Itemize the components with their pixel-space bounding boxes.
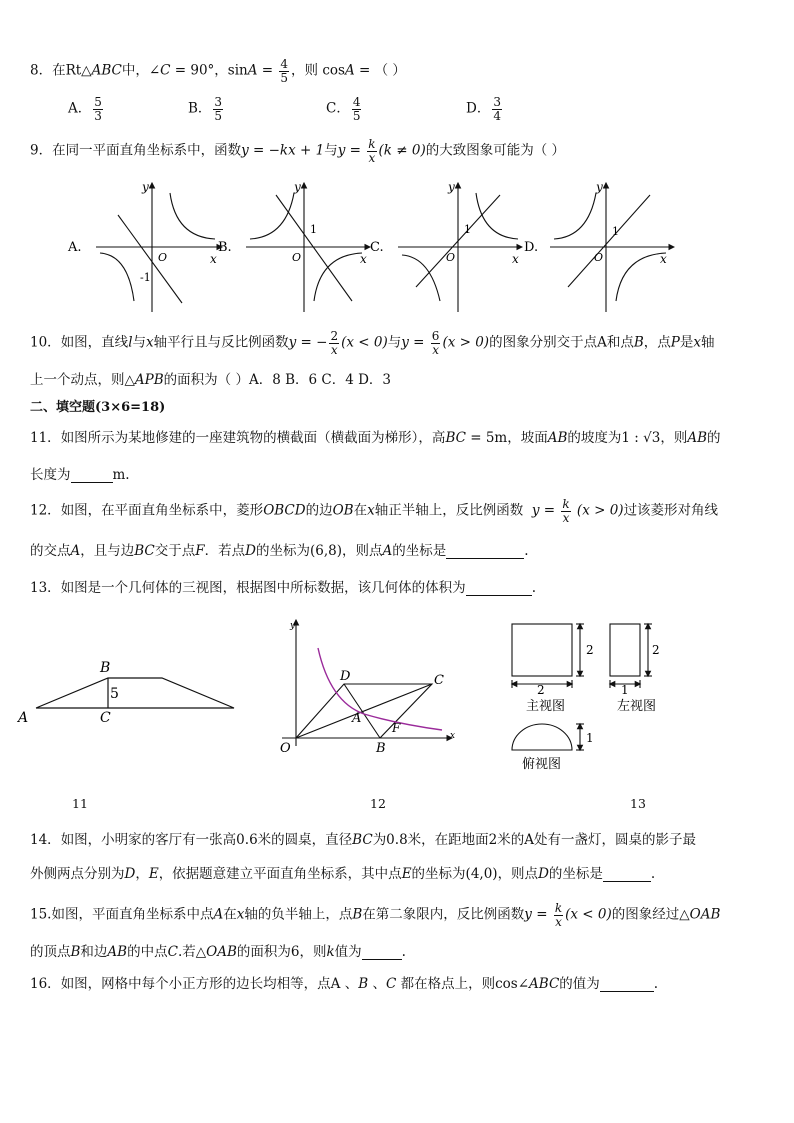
q9-graph-b (246, 183, 370, 312)
answer-blank[interactable] (600, 991, 654, 992)
q14-line2: 外侧两点分别为D，E，依据题意建立平面直角坐标系，其中点E的坐标为(4,0)，则点D的坐标是 . (30, 866, 656, 882)
fig12-axis-y: y (290, 621, 296, 631)
q9-b-axis-x: x (360, 252, 367, 266)
fig13-front-label: 主视图 (526, 699, 566, 714)
fig12-label-d: D (340, 669, 351, 684)
fraction: $\frac{4}{5}$ (280, 57, 289, 85)
q9-graphs (0, 175, 794, 320)
fig13-side-label: 左视图 (617, 699, 657, 714)
q9-label-a: A. (68, 240, 82, 255)
fig12-label-f: F (392, 721, 401, 735)
q9-a-origin: O (158, 251, 168, 264)
section-title: 二、填空题(3×6=18) (30, 400, 166, 415)
q9-a-axis-y: y (142, 180, 149, 194)
q8-option-b: B． $\frac{3}{5}$ (188, 95, 223, 123)
figure-11 (36, 678, 234, 708)
answer-blank[interactable] (362, 959, 402, 960)
q9-label-d: D. (524, 240, 539, 255)
q9-c-origin: O (446, 251, 456, 264)
q9-graph-c (398, 183, 522, 312)
fig11-label-b: B (100, 660, 111, 676)
q9-a-axis-x: x (210, 252, 217, 266)
q8-option-d: D． $\frac{3}{4}$ (466, 95, 501, 123)
q10-line1: 10．如图，直线l与x轴平行且与反比例函数y = − $\frac{2}{x}$ (x < 0)与y = $\frac{6}{x}$ (x > 0)的图象分别交于点A和点B，点P是x轴 (30, 329, 715, 357)
q9-label-b: B. (218, 240, 232, 255)
q9-b-axis-y: y (294, 180, 301, 194)
q8-option-a: A． $\frac{5}{3}$ (68, 95, 102, 123)
q14-line1: 14．如图，小明家的客厅有一张高0.6米的圆桌，直径BC为0.8米，在距地面2米的A处有一盏灯，圆桌的影子最 (30, 832, 696, 848)
fig12-hyperbola (318, 648, 442, 730)
q9-c-axis-y: y (448, 180, 455, 194)
fig11-label-a: A (18, 710, 29, 726)
q11-line2: 长度为 m. (30, 467, 130, 483)
fig12-label-o: O (280, 741, 291, 756)
fig11-height: 5 (110, 686, 119, 702)
fig12-label-b: B (376, 741, 386, 756)
fig13-front-w: 2 (537, 683, 545, 697)
answer-blank[interactable] (466, 595, 532, 596)
q9-a-tick: -1 (140, 271, 151, 284)
figure-13-front (512, 624, 584, 688)
fig11-caption: 11 (72, 796, 88, 811)
fig13-top-label: 俯视图 (522, 757, 562, 772)
q9-b-origin: O (292, 251, 302, 264)
q8-option-c: C． $\frac{4}{5}$ (326, 95, 361, 123)
q15-line1: 15.如图，平面直角坐标系中点A在x轴的负半轴上，点B在第二象限内，反比例函数y = $\frac{k}{x}$ (x < 0)的图象经过△OAB (30, 901, 721, 929)
fig12-label-a: A (352, 711, 362, 726)
q8-stem: 8．在Rt△ABC中，∠C = 90°，sinA = $\frac{4}{5}$ ，则 cosA = （ ） (30, 57, 406, 85)
q9-d-origin: O (594, 251, 604, 264)
q9-label-c: C. (370, 240, 384, 255)
fig13-side-w: 1 (621, 683, 629, 697)
q13-line: 13．如图是一个几何体的三视图，根据图中所标数据，该几何体的体积为 . (30, 580, 536, 596)
q9-c-tick: 1 (464, 223, 471, 236)
figures-row (0, 606, 794, 786)
figure-13-side (610, 624, 652, 688)
q12-line1: 12．如图，在平面直角坐标系中，菱形OBCD的边OB在x轴正半轴上，反比例函数 y = $\frac{k}{x}$ (x > 0)过该菱形对角线 (30, 497, 719, 525)
q9-b-tick: 1 (310, 223, 317, 236)
answer-blank[interactable] (603, 881, 651, 882)
q11-line1: 11．如图所示为某地修建的一座建筑物的横截面（横截面为梯形），高BC = 5m，坡面AB的坡度为1 : √3，则AB的 (30, 430, 721, 446)
fig12-axis-x: x (450, 731, 456, 741)
fig13-side-h: 2 (652, 643, 660, 657)
q16-line: 16．如图，网格中每个小正方形的边长均相等，点A 、B 、C 都在格点上，则cos∠ABC的值为 . (30, 976, 659, 992)
q12-line2: 的交点A，且与边BC交于点F．若点D的坐标为(6,8)，则点A的坐标是 . (30, 543, 529, 559)
answer-blank[interactable] (446, 558, 524, 559)
fig11-label-c: C (100, 710, 111, 726)
q9-d-tick: 1 (612, 225, 619, 238)
fig12-caption: 12 (370, 796, 386, 811)
fig13-front-h: 2 (586, 643, 594, 657)
fig12-label-c: C (434, 673, 444, 688)
q15-line2: 的顶点B和边AB的中点C.若△OAB的面积为6，则k值为 . (30, 944, 406, 960)
q9-stem: 9．在同一平面直角坐标系中，函数y = −kx + 1与y = $\frac{k}{x}$ (k ≠ 0)的大致图象可能为（ ） (30, 137, 566, 165)
q9-d-axis-y: y (596, 180, 603, 194)
answer-blank[interactable] (71, 482, 113, 483)
figure-13-top (512, 724, 584, 750)
fig13-top-h: 1 (586, 731, 594, 745)
q9-graph-d (550, 183, 674, 312)
q9-d-axis-x: x (660, 252, 667, 266)
q9-graph-a (96, 183, 222, 312)
q10-line2: 上一个动点，则△APB的面积为（ ）A．8 B．6 C．4 D．3 (30, 372, 392, 388)
q9-c-axis-x: x (512, 252, 519, 266)
fig13-caption: 13 (630, 796, 646, 811)
